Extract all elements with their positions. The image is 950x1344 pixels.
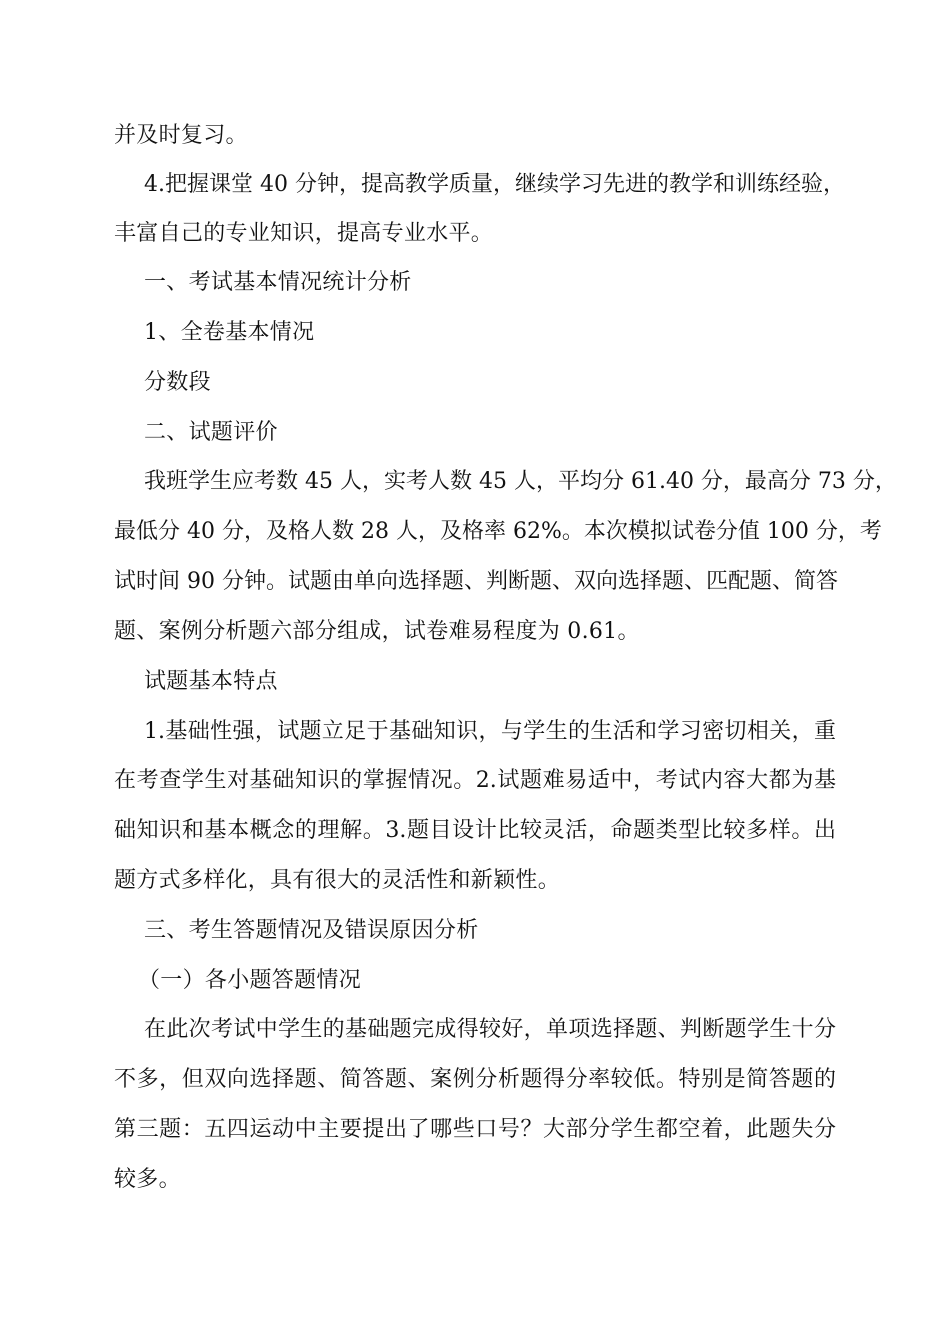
paragraph-line: 不多，但双向选择题、简答题、案例分析题得分率较低。特别是简答题的: [114, 1067, 836, 1092]
section-heading: 二、试题评价: [144, 420, 278, 445]
paragraph-line: 1.基础性强，试题立足于基础知识，与学生的生活和学习密切相关，重: [144, 719, 836, 744]
paragraph-line: 在考查学生对基础知识的掌握情况。2.试题难易适中，考试内容大都为基: [114, 768, 836, 793]
paragraph-line: 础知识和基本概念的理解。3.题目设计比较灵活，命题类型比较多样。出: [114, 818, 836, 843]
paragraph-line: 题、案例分析题六部分组成，试卷难易程度为 0.61。: [114, 619, 640, 644]
paragraph-line: 较多。: [114, 1167, 181, 1192]
paragraph-line: 并及时复习。: [114, 123, 248, 148]
paragraph-line: 试时间 90 分钟。试题由单向选择题、判断题、双向选择题、匹配题、简答: [114, 569, 838, 594]
paragraph-line: 丰富自己的专业知识，提高专业水平。: [114, 221, 494, 246]
label-text: 分数段: [144, 370, 211, 395]
section-heading: 三、考生答题情况及错误原因分析: [144, 918, 479, 943]
paragraph-line: 第三题：五四运动中主要提出了哪些口号？大部分学生都空着，此题失分: [114, 1117, 836, 1142]
subsection-heading: 试题基本特点: [144, 669, 278, 694]
paragraph-line: 题方式多样化，具有很大的灵活性和新颖性。: [114, 868, 561, 893]
subsection-heading: 1、全卷基本情况: [144, 320, 315, 345]
subsection-heading: （一）各小题答题情况: [138, 968, 362, 993]
paragraph-line: 我班学生应考数 45 人，实考人数 45 人，平均分 61.40 分，最高分 73 分，: [144, 469, 897, 494]
paragraph-line: 最低分 40 分，及格人数 28 人，及格率 62%。本次模拟试卷分值 100 分，考: [114, 519, 882, 544]
paragraph-line: 在此次考试中学生的基础题完成得较好，单项选择题、判断题学生十分: [144, 1017, 836, 1042]
paragraph-line: 4.把握课堂 40 分钟，提高教学质量，继续学习先进的教学和训练经验，: [144, 172, 845, 197]
section-heading: 一、考试基本情况统计分析: [144, 270, 412, 295]
